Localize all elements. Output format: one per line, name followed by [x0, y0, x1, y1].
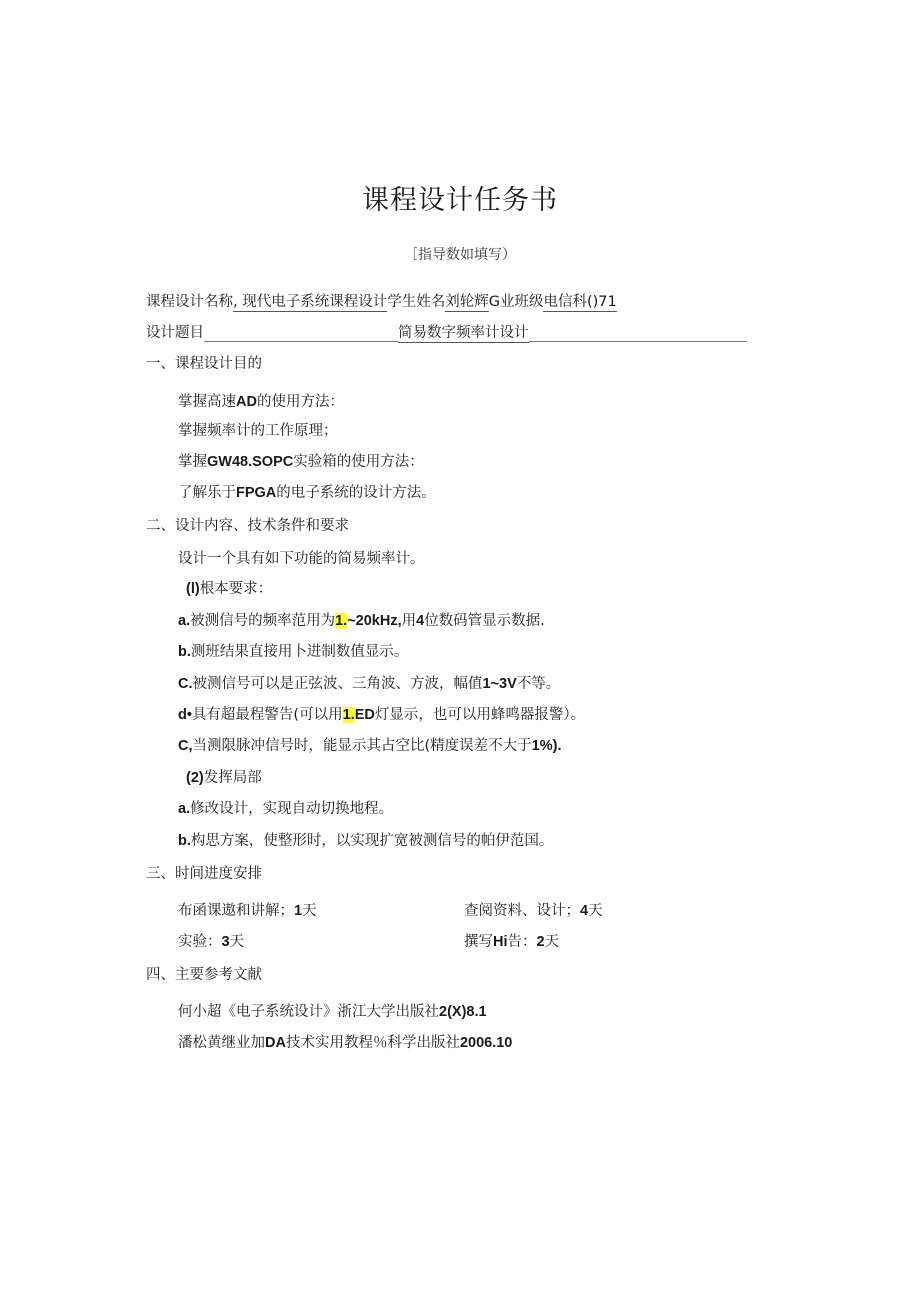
basic-req-label: (l)根本要求： [186, 581, 273, 597]
schedule-item-4: 撰写Hi告：2天 [464, 934, 560, 950]
course-name-label: 课程设计名称 [146, 294, 233, 310]
topic-fill-left [204, 326, 398, 342]
design-topic-value: 简易数字频率计设计 [398, 325, 529, 341]
design-topic-label: 设计题目 [146, 325, 204, 341]
req-item-c: C.被测信号可以是正弦波、三角波、方波，幅值1~3V不等。 [178, 676, 561, 692]
major-class-value: 电信科()71 [543, 294, 617, 310]
section-4-heading: 四、主要参考文献 [146, 967, 262, 983]
highlight-mark: 1. [335, 613, 348, 629]
document-title: 课程设计任务书 [362, 185, 558, 216]
goal-item-1: 掌握高速AD的使用方法： [178, 394, 344, 410]
reference-item-1: 何小超《电子系统设计》浙江大学出版社2(X)8.1 [178, 1004, 487, 1020]
student-name-value: 刘轮辉 [445, 294, 489, 310]
reference-item-2: 潘松黄继业加DA技术实用教程％科学出版社2006.10 [178, 1035, 513, 1051]
course-info-line [146, 290, 617, 311]
document-subtitle: ［指导数如填写） [404, 247, 516, 263]
schedule-item-1: 布函课遨和讲解；1天 [178, 903, 317, 919]
req-item-b: b.测班结果直接用卜进制数值显示。 [178, 644, 409, 660]
goal-item-2: 掌握频率计的工作原理； [178, 423, 338, 439]
course-name-value: , 现代电子系统课程设计 [233, 294, 388, 310]
req-item-a: a.被测信号的频率范用为1.~20kHz,用4位数码管显示数据. [178, 613, 545, 629]
goal-item-4: 了解乐于FPGA的电子系统的设计方法。 [178, 485, 436, 501]
ext-item-a: a.修改设计，实现自动切换地程。 [178, 801, 394, 817]
section-2-heading: 二、设计内容、技术条件和要求 [146, 518, 349, 534]
ext-item-b: b.构思方案，使整形时，以实现扩宽被测信号的帕伊范国。 [178, 833, 554, 849]
design-topic-line [146, 321, 747, 342]
schedule-item-2: 查阅资料、设计；4天 [464, 903, 603, 919]
section-3-heading: 三、时间进度安排 [146, 866, 262, 882]
major-class-label: G业班级 [488, 294, 544, 310]
goal-item-3: 掌握GW48.SOPC实验箱的使用方法： [178, 454, 424, 470]
extended-req-label: (2)发挥局部 [186, 770, 262, 786]
section-1-heading: 一、课程设计目的 [146, 356, 262, 372]
schedule-item-3: 实验：3天 [178, 934, 245, 950]
topic-fill-right [529, 326, 747, 342]
design-intro: 设计一个具有如下功能的简易频率计。 [178, 551, 425, 567]
req-item-d: d•具有超最程警告(可以用1.ED灯显示，也可以用蜂鸣器报警）。 [178, 707, 586, 723]
student-name-label: 学生姓名 [387, 294, 446, 310]
highlight-mark: 1. [342, 707, 355, 723]
req-item-e: C,当测限脉冲信号时，能显示其占空比(精度误差不大于1%). [178, 738, 562, 754]
